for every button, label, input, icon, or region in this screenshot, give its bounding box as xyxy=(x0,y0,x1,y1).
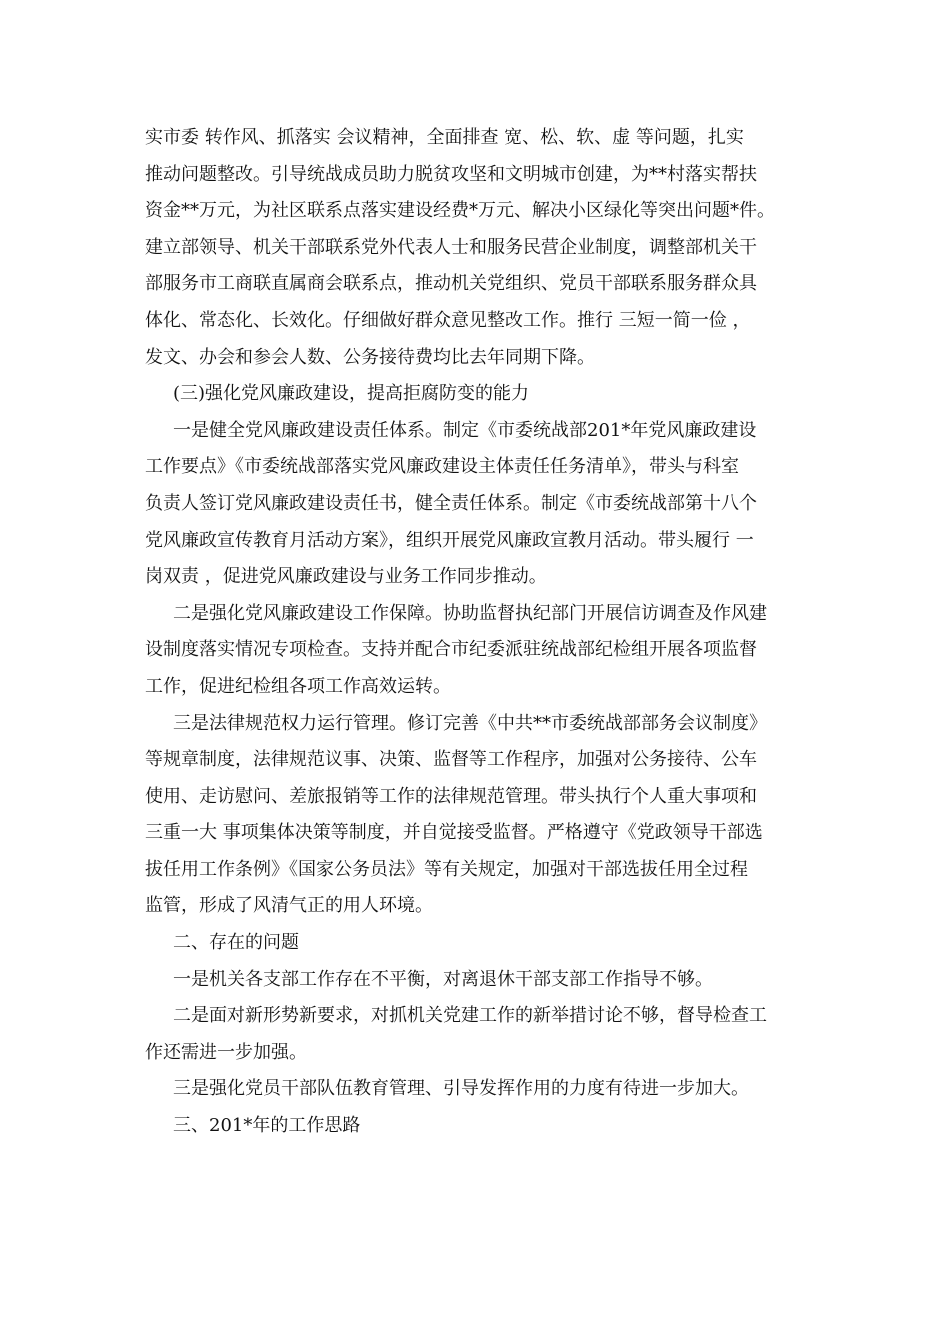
text-line: 使用、走访慰问、差旅报销等工作的法律规范管理。带头执行个人重大事项和 xyxy=(145,785,757,807)
text-line: 负责人签订党风廉政建设责任书，健全责任体系。制定《市委统战部第十八个 xyxy=(145,492,757,514)
text-line: 部服务市工商联直属商会联系点，推动机关党组织、党员干部联系服务群众具 xyxy=(145,273,757,295)
text-line: 三是法律规范权力运行管理。修订完善《中共**市委统战部部务会议制度》 xyxy=(173,712,767,734)
text-line: 二、存在的问题 xyxy=(173,932,299,954)
text-line: 三是强化党员干部队伍教育管理、引导发挥作用的力度有待进一步加大。 xyxy=(173,1078,749,1100)
text-line: 作还需进一步加强。 xyxy=(145,1041,307,1063)
text-line: 一是机关各支部工作存在不平衡，对离退休干部支部工作指导不够。 xyxy=(173,968,713,990)
text-line: 工作，促进纪检组各项工作高效运转。 xyxy=(145,675,451,697)
text-line: 等规章制度，法律规范议事、决策、监督等工作程序，加强对公务接待、公车 xyxy=(145,749,757,771)
text-line: 资金**万元，为社区联系点落实建设经费*万元、解决小区绿化等突出问题*件。 xyxy=(145,200,775,222)
text-line: 建立部领导、机关干部联系党外代表人士和服务民营企业制度，调整部机关干 xyxy=(145,236,757,258)
text-line: 推动问题整改。引导统战成员助力脱贫攻坚和文明城市创建，为**村落实帮扶 xyxy=(145,163,757,185)
document-body xyxy=(145,120,805,1145)
text-line: 岗双责 ，促进党风廉政建设与业务工作同步推动。 xyxy=(145,566,547,588)
text-line: 二是强化党风廉政建设工作保障。协助监督执纪部门开展信访调查及作风建 xyxy=(173,602,767,624)
text-line: 工作要点》《市委统战部落实党风廉政建设主体责任任务清单》，带头与科室 xyxy=(145,456,739,478)
text-line: 一是健全党风廉政建设责任体系。制定《市委统战部201*年党风廉政建设 xyxy=(173,419,757,441)
text-line: 拔任用工作条例》《国家公务员法》等有关规定，加强对干部选拔任用全过程 xyxy=(145,858,748,880)
text-line: 三重一大 事项集体决策等制度，并自觉接受监督。严格遵守《党政领导干部选 xyxy=(145,822,763,844)
text-line: (三)强化党风廉政建设，提高拒腐防变的能力 xyxy=(173,383,530,405)
text-line: 发文、办会和参会人数、公务接待费均比去年同期下降。 xyxy=(145,346,595,368)
text-line: 党风廉政宣传教育月活动方案》，组织开展党风廉政宣教月活动。带头履行 一 xyxy=(145,529,754,551)
text-line: 监管，形成了风清气正的用人环境。 xyxy=(145,895,433,917)
text-line: 实市委 转作风、抓落实 会议精神，全面排查 宽、松、软、虚 等问题，扎实 xyxy=(145,127,744,148)
text-line: 二是面对新形势新要求，对抓机关党建工作的新举措讨论不够，督导检查工 xyxy=(173,1005,767,1027)
text-line: 体化、常态化、长效化。仔细做好群众意见整改工作。推行 三短一简一俭 ， xyxy=(145,309,751,331)
text-line: 三、201*年的工作思路 xyxy=(173,1115,361,1137)
text-line: 设制度落实情况专项检查。支持并配合市纪委派驻统战部纪检组开展各项监督 xyxy=(145,639,757,661)
